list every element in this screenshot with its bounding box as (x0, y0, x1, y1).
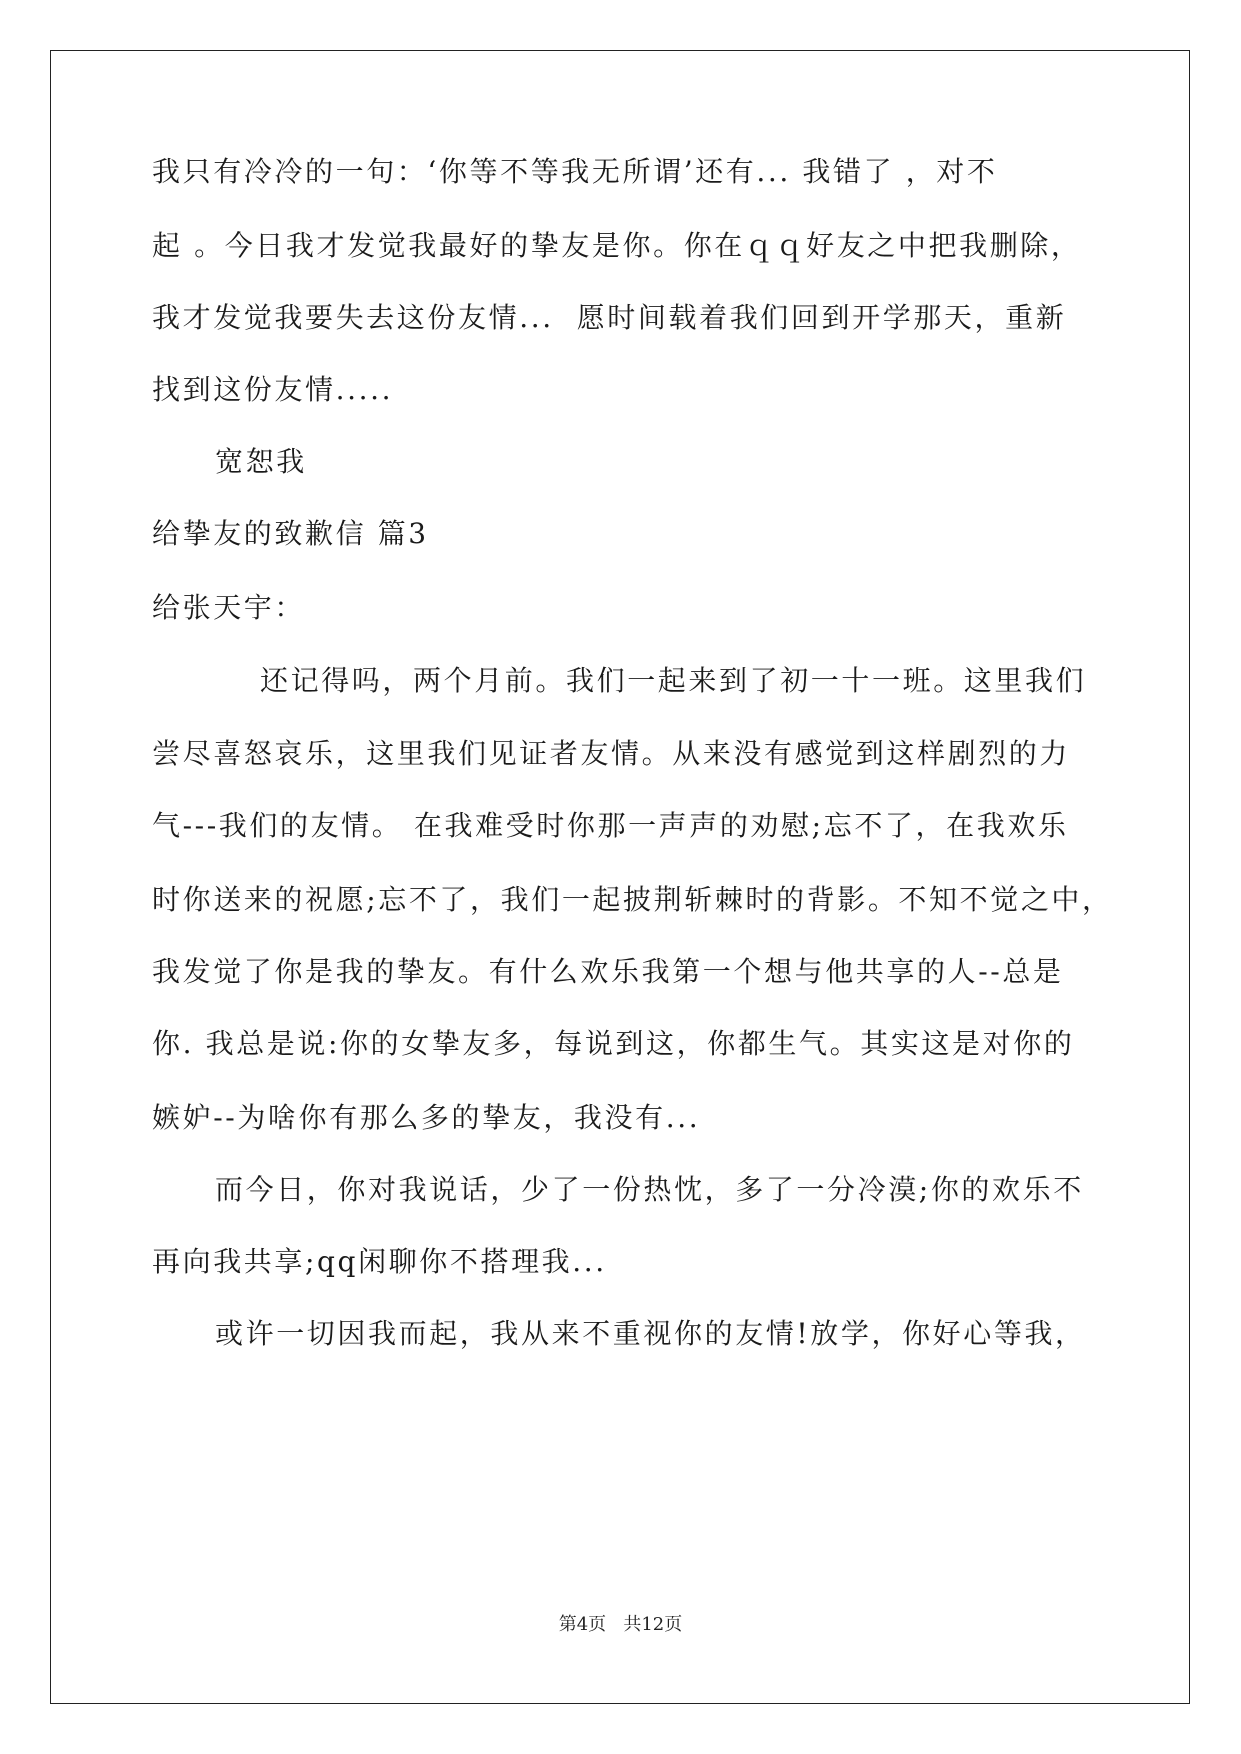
text-line-8: 还记得吗，两个月前。我们一起来到了初一十一班。这里我们 (260, 664, 1087, 697)
page-footer: 第4页 共12页 (558, 1614, 683, 1635)
text-line-10: 气---我们的友情。 在我难受时你那一声声的劝慰;忘不了，在我欢乐 (152, 809, 1069, 842)
section-heading: 给挚友的致歉信 篇3 (152, 517, 429, 550)
salutation: 给张天宇： (152, 591, 306, 624)
text-line-3: 我才发觉我要失去这份友情... 愿时间载着我们回到开学那天，重新 (152, 301, 1067, 334)
text-line-14: 嫉妒--为啥你有那么多的挚友，我没有... (152, 1101, 701, 1134)
page-border (50, 50, 1190, 1704)
text-line-16: 再向我共享;qq闲聊你不搭理我... (152, 1245, 607, 1278)
text-line-5: 宽恕我 (215, 445, 307, 478)
text-line-17: 或许一切因我而起，我从来不重视你的友情!放学，你好心等我， (215, 1317, 1086, 1350)
text-line-13: 你. 我总是说:你的女挚友多，每说到这，你都生气。其实这是对你的 (152, 1027, 1075, 1060)
text-line-9: 尝尽喜怒哀乐，这里我们见证者友情。从来没有感觉到这样剧烈的力 (152, 737, 1071, 770)
text-line-11: 时你送来的祝愿;忘不了，我们一起披荆斩棘时的背影。不知不觉之中， (152, 883, 1113, 916)
text-line-4: 找到这份友情..... (152, 373, 394, 406)
text-line-2: 起 。今日我才发觉我最好的挚友是你。你在ｑｑ好友之中把我删除， (152, 229, 1082, 262)
text-line-1: 我只有冷冷的一句：‘你等不等我无所谓’还有... 我错了 ，对不 (152, 155, 998, 188)
text-line-15: 而今日，你对我说话，少了一份热忱，多了一分冷漠;你的欢乐不 (215, 1173, 1084, 1206)
text-line-12: 我发觉了你是我的挚友。有什么欢乐我第一个想与他共享的人--总是 (152, 955, 1064, 988)
